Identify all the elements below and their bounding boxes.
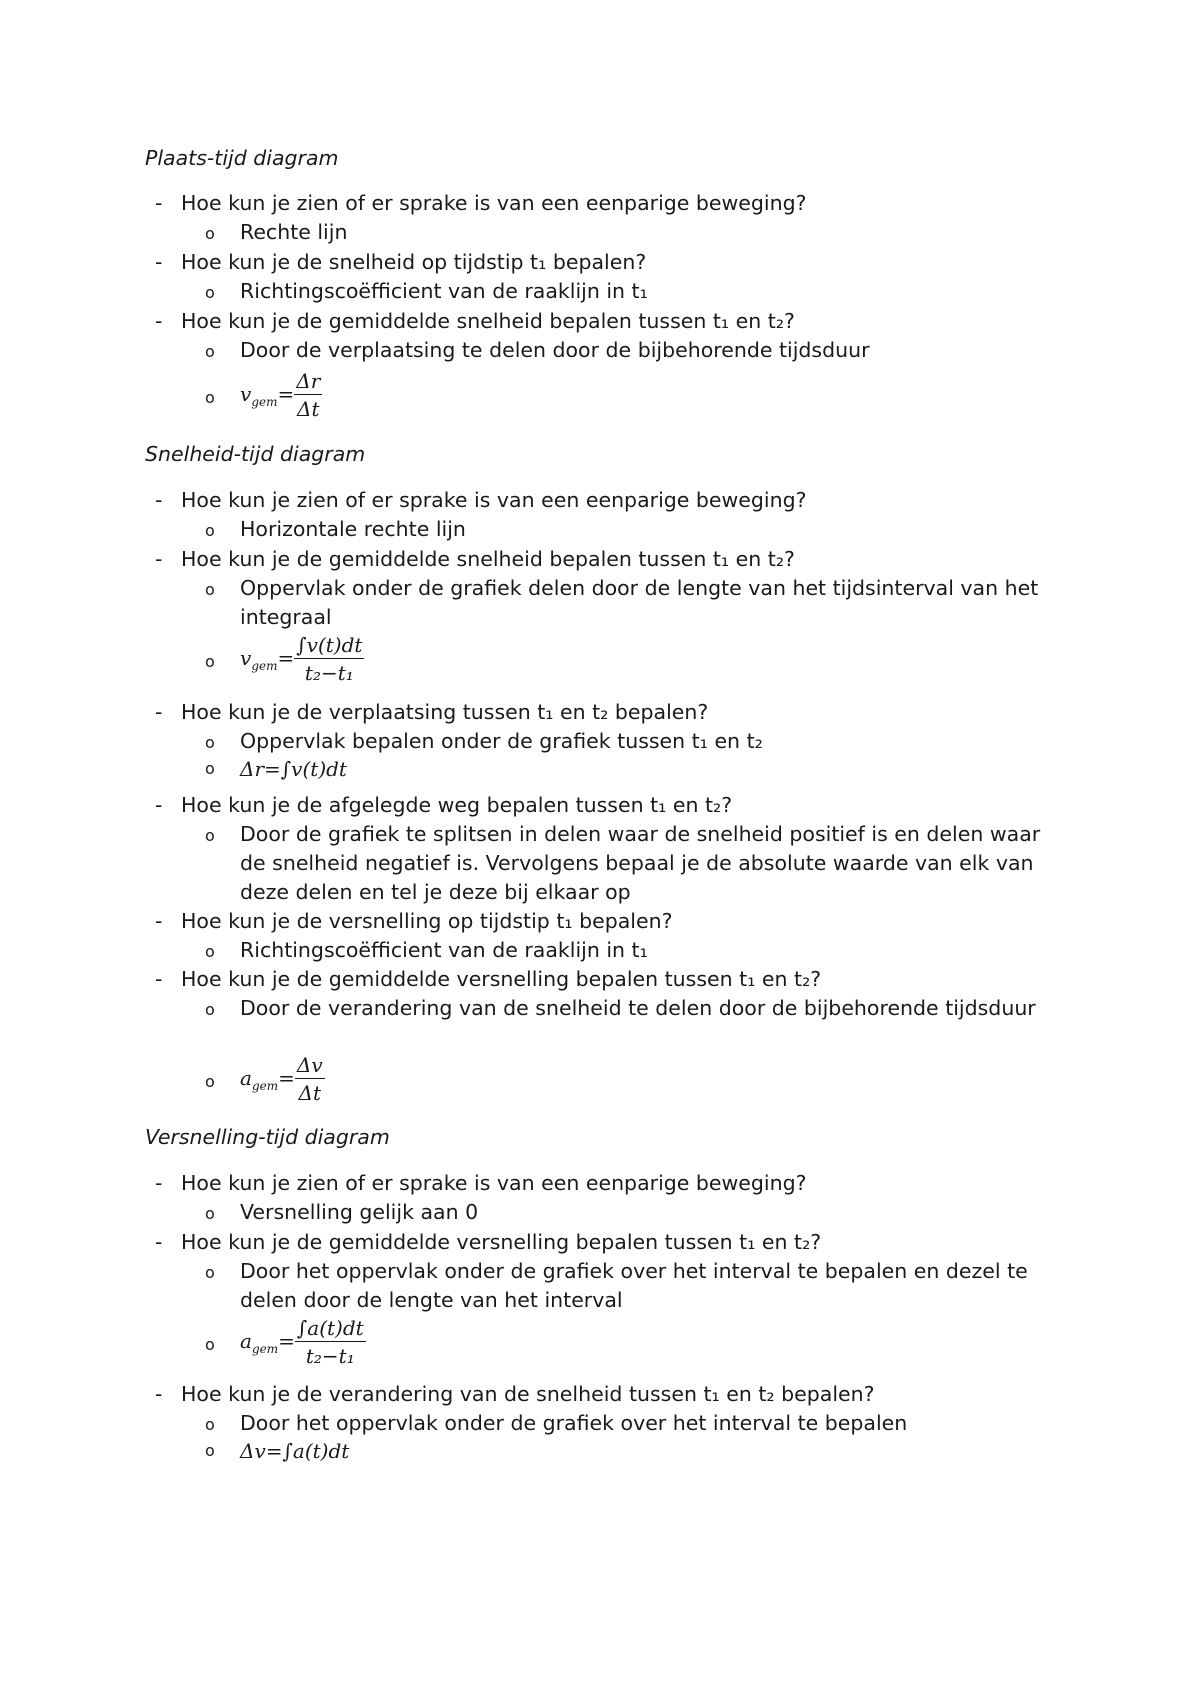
formula-equals: = bbox=[278, 1329, 295, 1353]
bullet-marker: o bbox=[205, 342, 215, 361]
formula-subscript: gem bbox=[251, 395, 278, 409]
bullet-marker: o bbox=[205, 1263, 215, 1282]
question-text: Hoe kun je zien of er sprake is van een eenparige beweging? bbox=[181, 191, 807, 215]
question-text: Hoe kun je de gemiddelde snelheid bepalen tussen t₁ en t₂? bbox=[181, 547, 795, 571]
formula-subscript: gem bbox=[251, 1342, 279, 1356]
question-text: Hoe kun je de gemiddelde versnelling bepalen tussen t₁ en t₂? bbox=[181, 1230, 822, 1254]
formula-lhs: v bbox=[240, 646, 252, 670]
dash-marker: - bbox=[155, 250, 163, 274]
bullet-marker: o bbox=[205, 652, 215, 671]
formula-denominator: t₂−t₁ bbox=[304, 661, 354, 685]
formula-equals: = bbox=[277, 382, 295, 406]
formula-equals: = bbox=[278, 1066, 295, 1090]
formula-numerator: Δv bbox=[296, 1053, 323, 1077]
formula-average-acceleration-integral bbox=[240, 1315, 366, 1370]
bullet-marker: o bbox=[205, 388, 215, 407]
answer-text: Oppervlak onder de grafiek delen door de lengte van het tijdsinterval van het integraal bbox=[240, 576, 1039, 629]
formula-denominator: Δt bbox=[297, 397, 320, 421]
dash-marker: - bbox=[155, 191, 163, 215]
question-text: Hoe kun je de gemiddelde snelheid bepalen tussen t₁ en t₂? bbox=[181, 309, 795, 333]
formula-denominator: Δt bbox=[298, 1081, 321, 1105]
dash-marker: - bbox=[155, 488, 163, 512]
formula-numerator: ∫v(t)dt bbox=[296, 633, 363, 657]
formula-average-velocity bbox=[240, 368, 322, 423]
formula-equals: = bbox=[277, 646, 295, 670]
formula-velocity-change: Δv=∫a(t)dt bbox=[240, 1439, 350, 1463]
dash-marker: - bbox=[155, 309, 163, 333]
bullet-marker: o bbox=[205, 1335, 215, 1354]
answer-text: Rechte lijn bbox=[240, 220, 348, 244]
formula-numerator: ∫a(t)dt bbox=[296, 1316, 364, 1340]
bullet-marker: o bbox=[205, 759, 215, 778]
dash-marker: - bbox=[155, 1171, 163, 1195]
answer-text: Versnelling gelijk aan 0 bbox=[240, 1200, 479, 1224]
question-text: Hoe kun je de verandering van de snelheid tussen t₁ en t₂ bepalen? bbox=[181, 1382, 875, 1406]
bullet-marker: o bbox=[205, 1441, 215, 1460]
bullet-marker: o bbox=[205, 1204, 215, 1223]
dash-marker: - bbox=[155, 1230, 163, 1254]
formula-lhs: a bbox=[240, 1066, 252, 1090]
formula-subscript: gem bbox=[251, 1079, 279, 1093]
bullet-marker: o bbox=[205, 224, 215, 243]
question-text: Hoe kun je de afgelegde weg bepalen tussen t₁ en t₂? bbox=[181, 793, 733, 817]
bullet-marker: o bbox=[205, 521, 215, 540]
question-text: Hoe kun je de verplaatsing tussen t₁ en t₂ bepalen? bbox=[181, 700, 709, 724]
section-heading-snelheid-tijd: Snelheid-tijd diagram bbox=[145, 442, 366, 466]
dash-marker: - bbox=[155, 967, 163, 991]
bullet-marker: o bbox=[205, 1000, 215, 1019]
formula-numerator: Δr bbox=[296, 369, 321, 393]
answer-text: Door de grafiek te splitsen in delen waar de snelheid positief is en delen waar de snelheid negatief is. Vervolgens bepaal je de absolute waarde van elk van deze delen en tel je deze bij elkaar op bbox=[240, 822, 1041, 904]
formula-average-acceleration bbox=[240, 1052, 325, 1107]
answer-text: Door de verandering van de snelheid te delen door de bijbehorende tijdsduur bbox=[240, 996, 1036, 1020]
question-text: Hoe kun je zien of er sprake is van een eenparige beweging? bbox=[181, 1171, 807, 1195]
answer-text: Door het oppervlak onder de grafiek over het interval te bepalen en dezel te delen door de lengte van het interval bbox=[240, 1259, 1028, 1312]
answer-text: Oppervlak bepalen onder de grafiek tussen t₁ en t₂ bbox=[240, 729, 763, 753]
question-text: Hoe kun je zien of er sprake is van een eenparige beweging? bbox=[181, 488, 807, 512]
question-text: Hoe kun je de gemiddelde versnelling bepalen tussen t₁ en t₂? bbox=[181, 967, 822, 991]
section-heading-plaats-tijd: Plaats-tijd diagram bbox=[145, 146, 339, 170]
dash-marker: - bbox=[155, 547, 163, 571]
answer-text: Door de verplaatsing te delen door de bijbehorende tijdsduur bbox=[240, 338, 870, 362]
formula-displacement: Δr=∫v(t)dt bbox=[240, 757, 347, 781]
bullet-marker: o bbox=[205, 1415, 215, 1434]
bullet-marker: o bbox=[205, 733, 215, 752]
dash-marker: - bbox=[155, 909, 163, 933]
bullet-marker: o bbox=[205, 1072, 215, 1091]
formula-lhs: v bbox=[240, 382, 252, 406]
formula-denominator: t₂−t₁ bbox=[305, 1344, 355, 1368]
formula-lhs: a bbox=[240, 1329, 252, 1353]
answer-text: Horizontale rechte lijn bbox=[240, 517, 466, 541]
formula-subscript: gem bbox=[251, 659, 278, 673]
bullet-marker: o bbox=[205, 283, 215, 302]
dash-marker: - bbox=[155, 1382, 163, 1406]
answer-text: Door het oppervlak onder de grafiek over het interval te bepalen bbox=[240, 1411, 908, 1435]
section-heading-versnelling-tijd: Versnelling-tijd diagram bbox=[145, 1125, 390, 1149]
dash-marker: - bbox=[155, 700, 163, 724]
answer-text: Richtingscoëfficient van de raaklijn in t₁ bbox=[240, 279, 648, 303]
question-text: Hoe kun je de snelheid op tijdstip t₁ bepalen? bbox=[181, 250, 647, 274]
dash-marker: - bbox=[155, 793, 163, 817]
bullet-marker: o bbox=[205, 580, 215, 599]
formula-average-velocity-integral bbox=[240, 632, 364, 687]
question-text: Hoe kun je de versnelling op tijdstip t₁ bepalen? bbox=[181, 909, 673, 933]
bullet-marker: o bbox=[205, 826, 215, 845]
bullet-marker: o bbox=[205, 942, 215, 961]
answer-text: Richtingscoëfficient van de raaklijn in t₁ bbox=[240, 938, 648, 962]
